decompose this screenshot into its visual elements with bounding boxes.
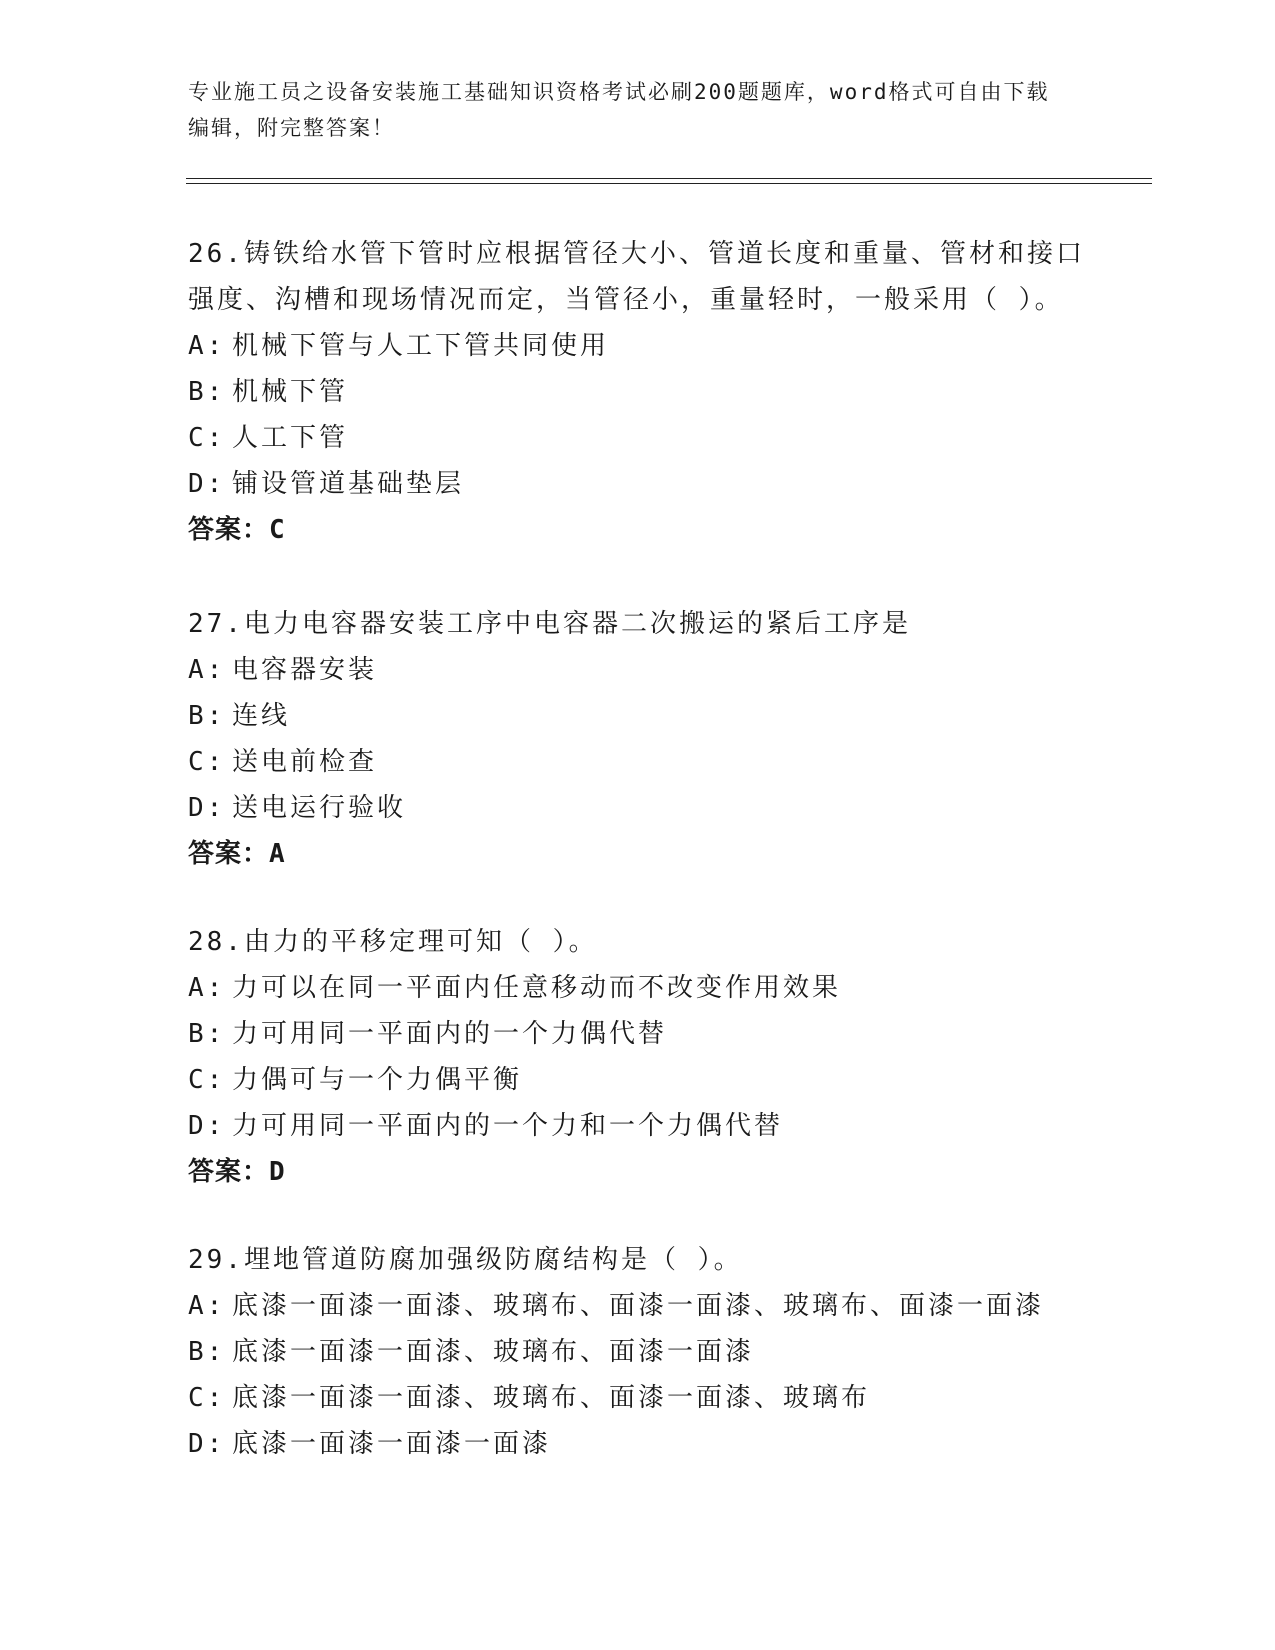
question-28: [188, 919, 1088, 1195]
option-text: 力可用同一平面内的一个力偶代替: [232, 1019, 668, 1049]
option-letter: B:: [188, 701, 226, 731]
option-text: 人工下管: [232, 423, 349, 453]
question-stem: 27.电力电容器安装工序中电容器二次搬运的紧后工序是: [188, 609, 911, 639]
option-text: 力偶可与一个力偶平衡: [232, 1065, 523, 1095]
option-text: 电容器安装: [232, 655, 378, 685]
answer-value: A: [269, 839, 286, 869]
option-letter: A:: [188, 973, 226, 1003]
option-c: [188, 1057, 1088, 1103]
option-letter: A:: [188, 331, 226, 361]
option-text: 底漆一面漆一面漆、玻璃布、面漆一面漆、玻璃布: [232, 1383, 871, 1413]
option-letter: D:: [188, 793, 226, 823]
option-d: [188, 785, 1088, 831]
option-b: [188, 693, 1088, 739]
option-letter: A:: [188, 1291, 226, 1321]
question-29: [188, 1237, 1088, 1467]
option-d: [188, 461, 1088, 507]
answer-label: 答案：: [188, 1157, 270, 1187]
option-letter: C:: [188, 423, 226, 453]
option-text: 底漆一面漆一面漆、玻璃布、面漆一面漆: [232, 1337, 755, 1367]
option-b: [188, 1329, 1088, 1375]
option-letter: C:: [188, 1383, 226, 1413]
option-text: 送电运行验收: [232, 793, 407, 823]
option-letter: D:: [188, 1111, 226, 1141]
answer-value: C: [269, 515, 286, 545]
answer-line: [188, 507, 1088, 553]
option-text: 送电前检查: [232, 747, 378, 777]
option-b: [188, 1011, 1088, 1057]
option-b: [188, 369, 1088, 415]
question-26: [188, 231, 1088, 553]
option-a: [188, 965, 1088, 1011]
answer-label: 答案：: [188, 839, 270, 869]
option-letter: D:: [188, 469, 226, 499]
answer-label: 答案：: [188, 515, 270, 545]
option-d: [188, 1421, 1088, 1467]
header-divider-top: [186, 178, 1152, 179]
question-stem: 26.铸铁给水管下管时应根据管径大小、管道长度和重量、管材和接口强度、沟槽和现场情况而定，当管径小，重量轻时，一般采用（ ）。: [188, 239, 1085, 315]
option-letter: B:: [188, 1019, 226, 1049]
option-letter: B:: [188, 377, 226, 407]
option-letter: A:: [188, 655, 226, 685]
header-divider-bottom: [186, 183, 1152, 184]
option-d: [188, 1103, 1088, 1149]
question-stem: 28.由力的平移定理可知（ ）。: [188, 927, 598, 957]
document-header: 专业施工员之设备安装施工基础知识资格考试必刷200题题库，word格式可自由下载编辑，附完整答案！: [188, 80, 1050, 140]
question-27: [188, 601, 1088, 877]
answer-value: D: [269, 1157, 286, 1187]
option-letter: C:: [188, 1065, 226, 1095]
option-a: [188, 323, 1088, 369]
option-letter: C:: [188, 747, 226, 777]
answer-line: [188, 831, 1088, 877]
option-c: [188, 739, 1088, 785]
option-text: 力可用同一平面内的一个力和一个力偶代替: [232, 1111, 784, 1141]
answer-line: [188, 1149, 1088, 1195]
option-text: 连线: [232, 701, 291, 731]
option-a: [188, 647, 1088, 693]
option-text: 机械下管与人工下管共同使用: [232, 331, 610, 361]
option-c: [188, 1375, 1088, 1421]
option-a: [188, 1283, 1088, 1329]
option-text: 机械下管: [232, 377, 349, 407]
option-text: 底漆一面漆一面漆一面漆: [232, 1429, 552, 1459]
option-text: 铺设管道基础垫层: [232, 469, 465, 499]
option-text: 力可以在同一平面内任意移动而不改变作用效果: [232, 973, 842, 1003]
question-stem: 29.埋地管道防腐加强级防腐结构是（ ）。: [188, 1245, 743, 1275]
option-text: 底漆一面漆一面漆、玻璃布、面漆一面漆、玻璃布、面漆一面漆: [232, 1291, 1045, 1321]
option-c: [188, 415, 1088, 461]
option-letter: D:: [188, 1429, 226, 1459]
option-letter: B:: [188, 1337, 226, 1367]
